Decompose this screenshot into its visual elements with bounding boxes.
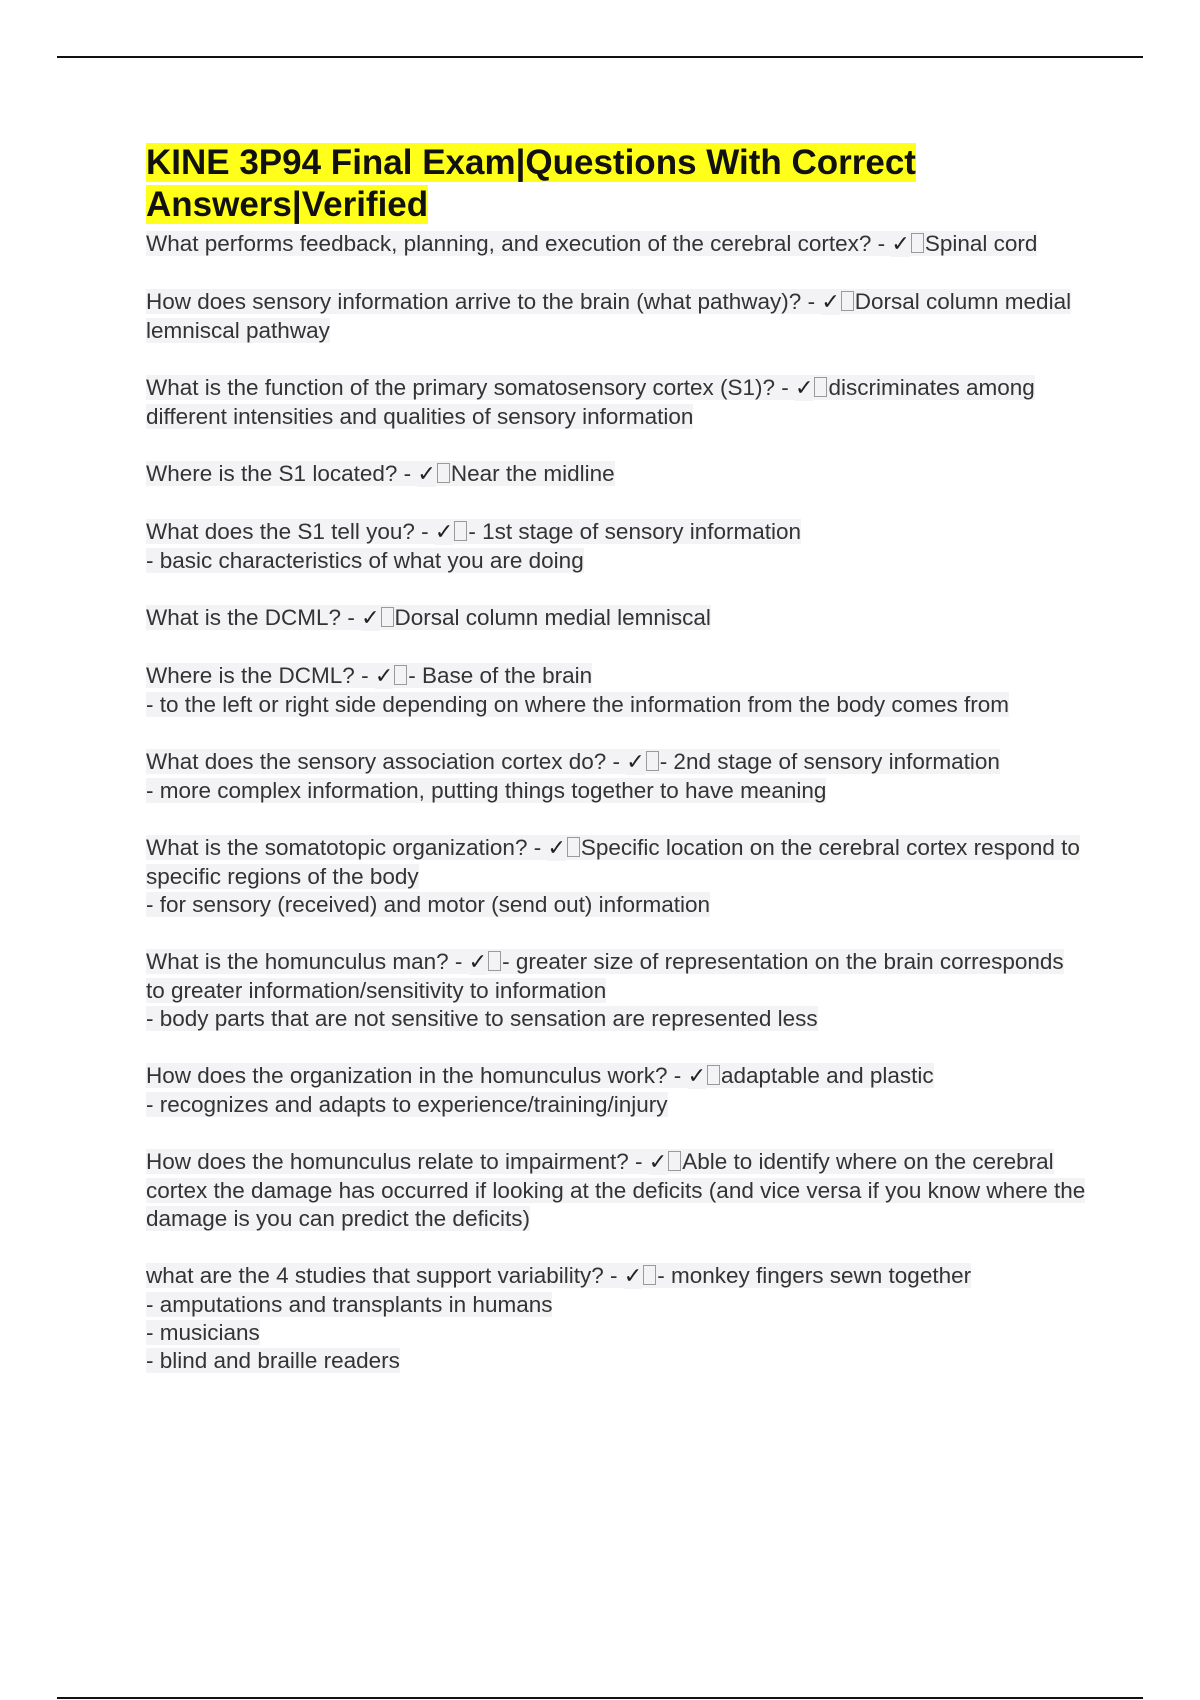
- answer-extra-line: [146, 1319, 1086, 1347]
- check-mark-icon: ✓: [417, 462, 436, 487]
- qa-item: [146, 460, 1086, 489]
- answer-text: discriminates among different intensities and qualities of sensory information: [146, 375, 1035, 429]
- answer-extra-line: [146, 547, 1086, 575]
- question-text: How does sensory information arrive to the brain (what pathway)? -: [146, 289, 822, 314]
- title-highlight: KINE 3P94 Final Exam|Questions With Correct Answers|Verified: [146, 143, 916, 224]
- answer-extra-text: - basic characteristics of what you are doing: [146, 548, 584, 573]
- missing-glyph-box-icon: [814, 377, 827, 397]
- qa-item: [146, 374, 1086, 431]
- question-text: What does the S1 tell you? -: [146, 519, 435, 544]
- missing-glyph-box-icon: [643, 1265, 656, 1285]
- answer-extra-text: - more complex information, putting things together to have meaning: [146, 778, 827, 803]
- question-text: What is the function of the primary somatosensory cortex (S1)? -: [146, 375, 796, 400]
- qa-line-text: [146, 231, 1037, 256]
- answer-text: Near the midline: [450, 461, 615, 486]
- answer-text: Spinal cord: [924, 231, 1038, 256]
- missing-glyph-box-icon: [707, 1065, 720, 1085]
- answer-extra-line: [146, 891, 1086, 919]
- qa-line: [146, 948, 1086, 1005]
- qa-item: [146, 288, 1086, 345]
- question-text: What is the somatotopic organization? -: [146, 835, 548, 860]
- qa-line: [146, 288, 1086, 345]
- qa-line-text: [146, 461, 615, 486]
- missing-glyph-box-icon: [841, 291, 854, 311]
- question-text: Where is the DCML? -: [146, 663, 375, 688]
- answer-extra-text: - musicians: [146, 1320, 260, 1345]
- missing-glyph-box-icon: [454, 521, 467, 541]
- question-text: What is the homunculus man? -: [146, 949, 469, 974]
- missing-glyph-box-icon: [646, 751, 659, 771]
- qa-line: [146, 834, 1086, 891]
- question-text: What performs feedback, planning, and execution of the cerebral cortex? -: [146, 231, 892, 256]
- answer-extra-text: - to the left or right side depending on where the information from the body comes from: [146, 692, 1009, 717]
- document-body: [146, 142, 1086, 1404]
- qa-list: [146, 230, 1086, 1375]
- qa-line: [146, 230, 1086, 259]
- check-mark-icon: ✓: [374, 664, 394, 689]
- qa-item: [146, 1062, 1086, 1119]
- qa-item: [146, 1148, 1086, 1233]
- qa-line-text: [146, 949, 1064, 1003]
- qa-line-text: [146, 663, 592, 688]
- qa-line: [146, 1262, 1086, 1291]
- answer-extra-text: - for sensory (received) and motor (send out) information: [146, 892, 710, 917]
- answer-text: Dorsal column medial lemniscal: [394, 605, 711, 630]
- qa-item: [146, 1262, 1086, 1375]
- qa-line: [146, 604, 1086, 633]
- qa-line: [146, 374, 1086, 431]
- answer-text: - monkey fingers sewn together: [657, 1263, 972, 1288]
- answer-text: Able to identify where on the cerebral cortex the damage has occurred if looking at the deficits (and vice versa if you know where the damage is you can predict the deficits): [146, 1149, 1086, 1231]
- check-mark-icon: ✓: [795, 376, 814, 401]
- missing-glyph-box-icon: [488, 951, 501, 971]
- check-mark-icon: ✓: [468, 950, 488, 975]
- check-mark-icon: ✓: [623, 1264, 643, 1289]
- check-mark-icon: ✓: [626, 750, 645, 775]
- qa-item: [146, 834, 1086, 919]
- qa-line: [146, 748, 1086, 777]
- question-text: What does the sensory association cortex do? -: [146, 749, 627, 774]
- qa-line: [146, 1062, 1086, 1091]
- qa-line-text: [146, 519, 801, 544]
- qa-line-text: [146, 835, 1080, 889]
- missing-glyph-box-icon: [567, 837, 580, 857]
- qa-item: [146, 662, 1086, 719]
- check-mark-icon: ✓: [687, 1064, 706, 1089]
- answer-text: Specific location on the cerebral cortex respond to specific regions of the body: [146, 835, 1080, 889]
- answer-extra-line: [146, 777, 1086, 805]
- answer-extra-line: [146, 1091, 1086, 1119]
- answer-extra-text: - recognizes and adapts to experience/training/injury: [146, 1092, 668, 1117]
- qa-line: [146, 662, 1086, 691]
- bottom-rule: [57, 1697, 1143, 1699]
- document-title: [146, 142, 1086, 226]
- answer-text: - greater size of representation on the brain corresponds to greater information/sensitivity to information: [146, 949, 1064, 1003]
- missing-glyph-box-icon: [394, 665, 407, 685]
- qa-line-text: [146, 1149, 1085, 1231]
- check-mark-icon: ✓: [891, 232, 910, 257]
- answer-extra-line: [146, 1005, 1086, 1033]
- qa-item: [146, 748, 1086, 805]
- qa-line-text: [146, 749, 1000, 774]
- qa-line-text: [146, 289, 1071, 343]
- question-text: How does the organization in the homunculus work? -: [146, 1063, 688, 1088]
- question-text: Where is the S1 located? -: [146, 461, 418, 486]
- answer-extra-line: [146, 691, 1086, 719]
- qa-line-text: [146, 1263, 971, 1288]
- qa-line: [146, 518, 1086, 547]
- answer-text: - 1st stage of sensory information: [468, 519, 802, 544]
- answer-extra-line: [146, 1347, 1086, 1375]
- missing-glyph-box-icon: [668, 1151, 681, 1171]
- qa-line: [146, 1148, 1086, 1233]
- answer-extra-line: [146, 1291, 1086, 1319]
- qa-line-text: [146, 375, 1035, 429]
- answer-extra-text: - body parts that are not sensitive to sensation are represented less: [146, 1006, 818, 1031]
- check-mark-icon: ✓: [648, 1150, 668, 1175]
- answer-text: - Base of the brain: [408, 663, 593, 688]
- answer-text: adaptable and plastic: [721, 1063, 934, 1088]
- qa-item: [146, 948, 1086, 1033]
- qa-item: [146, 604, 1086, 633]
- question-text: What is the DCML? -: [146, 605, 362, 630]
- question-text: How does the homunculus relate to impairment? -: [146, 1149, 649, 1174]
- check-mark-icon: ✓: [434, 520, 454, 545]
- check-mark-icon: ✓: [821, 290, 840, 315]
- answer-text: Dorsal column medial lemniscal pathway: [146, 289, 1072, 343]
- check-mark-icon: ✓: [361, 606, 380, 631]
- qa-item: [146, 518, 1086, 575]
- missing-glyph-box-icon: [911, 233, 924, 253]
- check-mark-icon: ✓: [547, 836, 566, 861]
- qa-line-text: [146, 1063, 934, 1088]
- missing-glyph-box-icon: [381, 607, 394, 627]
- qa-line: [146, 460, 1086, 489]
- answer-text: - 2nd stage of sensory information: [659, 749, 1000, 774]
- qa-item: [146, 230, 1086, 259]
- answer-extra-text: - amputations and transplants in humans: [146, 1292, 553, 1317]
- top-rule: [57, 56, 1143, 58]
- qa-line-text: [146, 605, 711, 630]
- missing-glyph-box-icon: [437, 463, 450, 483]
- answer-extra-text: - blind and braille readers: [146, 1348, 400, 1373]
- question-text: what are the 4 studies that support variability? -: [146, 1263, 624, 1288]
